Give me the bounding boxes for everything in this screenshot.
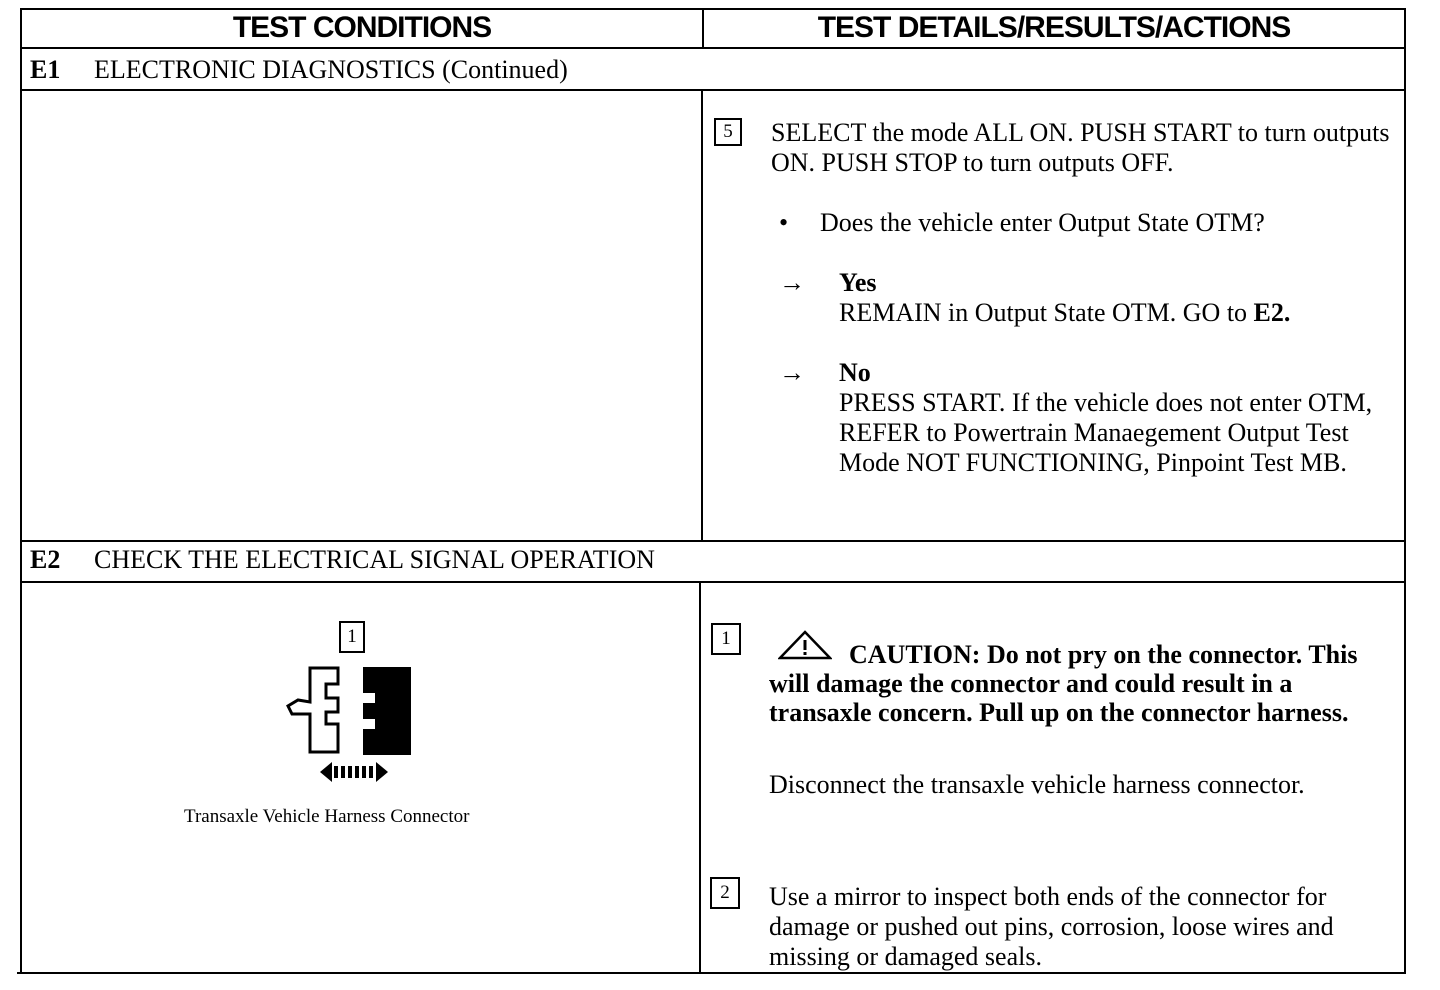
header-test-conditions: TEST CONDITIONS [232, 11, 492, 44]
harness-connector-illustration [280, 660, 420, 790]
e2-column-divider [699, 581, 701, 974]
e1-step-text: SELECT the mode ALL ON. PUSH START to turn outputs ON. PUSH STOP to turn outputs OFF. [771, 118, 1390, 177]
e1-yes-action: REMAIN in Output State OTM. GO to [839, 298, 1254, 327]
e1-title-bottom-border [20, 89, 1406, 91]
table-left-border [20, 8, 22, 974]
e1-yes-text [839, 298, 1394, 328]
section-e1-title [30, 55, 568, 85]
connector-right-half [364, 668, 410, 754]
e1-no-arrow: → [779, 358, 805, 387]
e1-bullet: • [779, 208, 789, 237]
section-e1-label: ELECTRONIC DIAGNOSTICS (Continued) [94, 55, 568, 84]
e1-no-text: PRESS START. If the vehicle does not enter OTM, REFER to Powertrain Manaegement Output Test Mode NOT FUNCTIONING, Pinpoint Test MB. [839, 388, 1373, 477]
e2-step1-number-box: 1 [711, 623, 741, 655]
section-e2-label: CHECK THE ELECTRICAL SIGNAL OPERATION [94, 545, 655, 574]
e2-step2-text: Use a mirror to inspect both ends of the connector for damage or pushed out pins, corrosion, loose wires and missing or damaged seals. [769, 882, 1334, 971]
connector-left-half [288, 668, 338, 752]
figure-number-box: 1 [339, 621, 365, 653]
figure-caption: Transaxle Vehicle Harness Connector [184, 806, 470, 827]
table-right-border [1404, 8, 1406, 974]
section-e1-id: E1 [30, 55, 61, 84]
e1-step-number-box: 5 [714, 118, 742, 146]
e1-question: Does the vehicle enter Output State OTM? [820, 208, 1265, 237]
double-arrow-icon [320, 762, 388, 782]
e1-yes-arrow: → [779, 268, 805, 297]
e1-column-divider [701, 89, 703, 542]
e2-step1-text: Disconnect the transaxle vehicle harness connector. [769, 770, 1305, 799]
section-e2-title [30, 545, 655, 575]
e1-yes-label: Yes [839, 268, 877, 297]
e2-title-bottom-border [20, 581, 1406, 583]
e1-yes-period: . [1283, 298, 1291, 327]
e2-title-top-border [20, 540, 1406, 542]
e2-step1-caution: CAUTION: Do not pry on the connector. This will damage the connector and could result in a transaxle concern. Pull up on the connector harness. [769, 640, 1358, 727]
e1-no-label: No [839, 358, 871, 387]
e1-yes-target: E2 [1253, 298, 1284, 327]
e2-step2-number-box: 2 [710, 877, 740, 909]
section-e2-id: E2 [30, 545, 61, 574]
table-bottom-border [17, 972, 1406, 974]
header-test-details: TEST DETAILS/RESULTS/ACTIONS [817, 11, 1291, 44]
